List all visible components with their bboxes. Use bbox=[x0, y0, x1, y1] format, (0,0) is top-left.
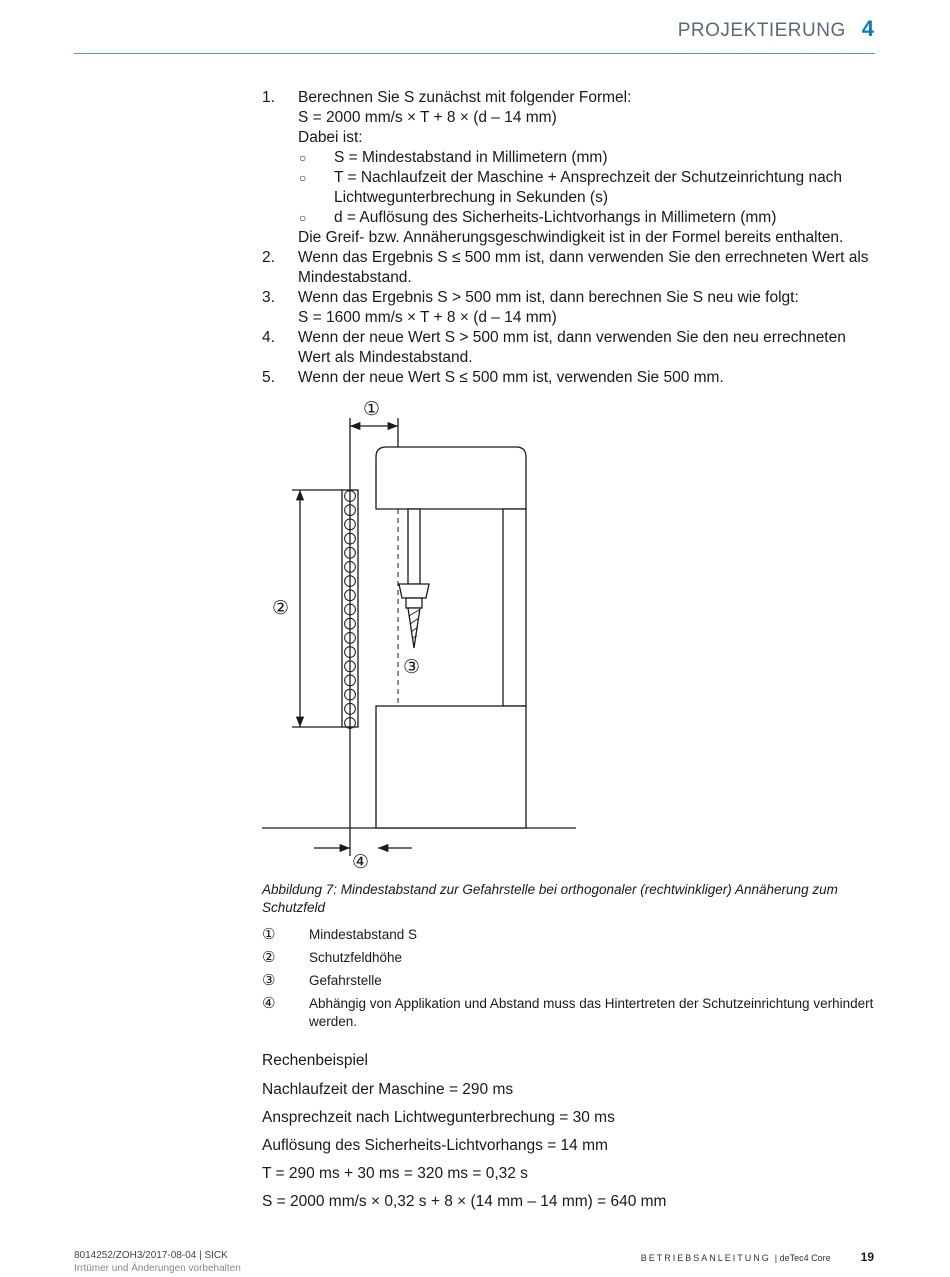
callout-1: ① bbox=[363, 398, 381, 420]
list-item bbox=[262, 288, 872, 328]
legend-item bbox=[262, 972, 877, 990]
machine-tool-holder bbox=[399, 584, 429, 598]
legend-item bbox=[262, 926, 877, 944]
footer-left bbox=[74, 1249, 241, 1275]
legend-mark: ④ bbox=[262, 995, 276, 1012]
formula: S = 2000 mm/s × T + 8 × (d – 14 mm) bbox=[298, 109, 557, 126]
legend-item bbox=[262, 995, 877, 1031]
list-item bbox=[262, 88, 872, 248]
step-number: 3. bbox=[262, 289, 275, 306]
bullet-text: S = Mindestabstand in Millimetern (mm) bbox=[334, 149, 608, 166]
callout-3: ③ bbox=[403, 656, 421, 678]
bullet-icon: ○ bbox=[299, 211, 307, 225]
list-item bbox=[262, 248, 872, 288]
header-divider bbox=[74, 53, 875, 54]
machine-head bbox=[376, 447, 526, 509]
example-line: S = 2000 mm/s × 0,32 s + 8 × (14 mm – 14 mm) = 640 mm bbox=[262, 1193, 667, 1210]
step-text: Berechnen Sie S zunächst mit folgender Formel: bbox=[298, 89, 632, 106]
step-note: Die Greif- bzw. Annäherungsgeschwindigkeit ist in der Formel bereits enthalten. bbox=[298, 229, 844, 246]
step-text: Wenn das Ergebnis S ≤ 500 mm ist, dann verwenden Sie den errechneten Wert als Mindestabstand. bbox=[298, 249, 869, 286]
footer-right bbox=[641, 1250, 874, 1264]
section-title: PROJEKTIERUNG bbox=[677, 20, 846, 41]
safety-distance-diagram bbox=[262, 396, 592, 876]
callout-2: ② bbox=[272, 597, 290, 619]
legend-mark: ③ bbox=[262, 972, 276, 989]
bullet-text: d = Auflösung des Sicherheits-Lichtvorhangs in Millimetern (mm) bbox=[334, 209, 777, 226]
legend-text: Abhängig von Applikation und Abstand muss das Hintertreten der Schutzeinrichtung verhindert werden. bbox=[309, 996, 874, 1029]
callout-4: ④ bbox=[352, 851, 370, 873]
page-header bbox=[678, 16, 874, 42]
example-line: T = 290 ms + 30 ms = 320 ms = 0,32 s bbox=[262, 1165, 528, 1182]
machine-chuck bbox=[406, 598, 422, 608]
legend-item bbox=[262, 949, 877, 967]
bullet-icon: ○ bbox=[299, 171, 307, 185]
chapter-number: 4 bbox=[861, 16, 874, 41]
legend-mark: ① bbox=[262, 926, 276, 943]
product-name: | deTec4 Core bbox=[774, 1253, 831, 1263]
calculation-example bbox=[262, 1052, 877, 1220]
figure-legend bbox=[262, 926, 877, 1036]
bullet-icon: ○ bbox=[299, 151, 307, 165]
page-number: 19 bbox=[860, 1250, 874, 1264]
legend-text: Gefahrstelle bbox=[309, 973, 382, 988]
legend-text: Schutzfeldhöhe bbox=[309, 950, 403, 965]
step-number: 1. bbox=[262, 89, 275, 106]
legend-mark: ② bbox=[262, 949, 276, 966]
step-number: 4. bbox=[262, 329, 275, 346]
step-text: Dabei ist: bbox=[298, 129, 363, 146]
legend-text: Mindestabstand S bbox=[309, 927, 418, 942]
step-text: Wenn das Ergebnis S > 500 mm ist, dann berechnen Sie S neu wie folgt: bbox=[298, 289, 799, 306]
step-text: Wenn der neue Wert S ≤ 500 mm ist, verwenden Sie 500 mm. bbox=[298, 369, 724, 386]
machine-column bbox=[503, 509, 526, 706]
formula: S = 1600 mm/s × T + 8 × (d – 14 mm) bbox=[298, 309, 557, 326]
bullet-item bbox=[298, 168, 872, 208]
step-number: 2. bbox=[262, 249, 275, 266]
document-type: BETRIEBSANLEITUNG bbox=[640, 1253, 771, 1263]
figure-caption: Abbildung 7: Mindestabstand zur Gefahrstelle bei orthogonaler (rechtwinkliger) Annäherung zum Schutzfeld bbox=[262, 882, 838, 915]
list-item bbox=[262, 328, 872, 368]
bullet-item bbox=[298, 148, 872, 168]
example-title: Rechenbeispiel bbox=[262, 1052, 368, 1069]
example-line: Nachlaufzeit der Maschine = 290 ms bbox=[262, 1081, 514, 1098]
step-number: 5. bbox=[262, 369, 275, 386]
example-line: Ansprechzeit nach Lichtwegunterbrechung = 30 ms bbox=[262, 1109, 615, 1126]
document-id: 8014252/ZOH3/2017-08-04 | SICK bbox=[74, 1250, 228, 1261]
machine-base bbox=[376, 706, 526, 828]
machine-spindle bbox=[408, 509, 420, 584]
drill-bit bbox=[408, 608, 420, 648]
bullet-item bbox=[298, 208, 872, 228]
example-line: Auflösung des Sicherheits-Lichtvorhangs = 14 mm bbox=[262, 1137, 608, 1154]
step-text: Wenn der neue Wert S > 500 mm ist, dann verwenden Sie den neu errechneten Wert als Mindestabstand. bbox=[298, 329, 846, 366]
bullet-text: T = Nachlaufzeit der Maschine + Ansprechzeit der Schutzeinrichtung nach Lichtwegunterbrechung in Sekunden (s) bbox=[334, 169, 843, 206]
step-list bbox=[262, 88, 872, 388]
disclaimer: Irrtümer und Änderungen vorbehalten bbox=[74, 1263, 241, 1274]
list-item bbox=[262, 368, 872, 388]
